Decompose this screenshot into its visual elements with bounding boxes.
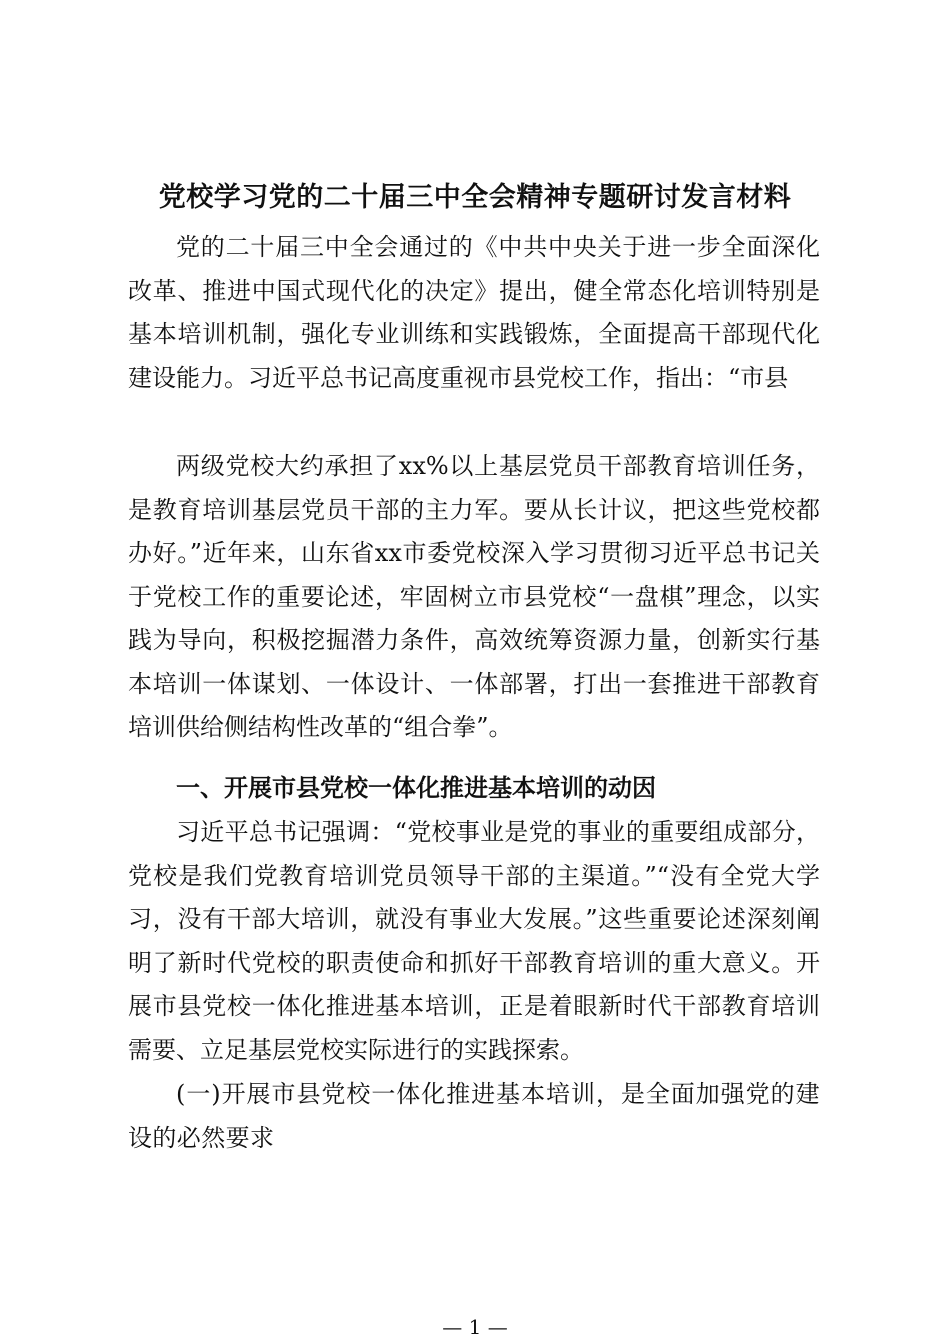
paragraph-significance: 习近平总书记强调：“党校事业是党的事业的重要组成部分，党校是我们党教育培训党员领导干部的主渠道。”“没有全党大学习，没有干部大培训，就没有事业大发展。”这些重要论述深刻阐明了新时代党校的职责使命和抓好干部教育培训的重大意义。开展市县党校一体化推进基本培训，正是着眼新时代干部教育培训需要、立足基层党校实际进行的实践探索。 (128, 818, 820, 1064)
paragraph-background: 两级党校大约承担了xx%以上基层党员干部教育培训任务，是教育培训基层党员干部的主力军。要从长计议，把这些党校都办好。”近年来，山东省xx市委党校深入学习贯彻习近平总书记关于党校工作的重要论述，牢固树立市县党校“一盘棋”理念，以实践为导向，积极挖掘潜力条件，高效统筹资源力量，创新实行基本培训一体谋划、一体设计、一体部署，打出一套推进干部教育培训供给侧结构性改革的“组合拳”。 (128, 452, 820, 741)
section-heading: 一、开展市县党校一体化推进基本培训的动因 (176, 774, 656, 802)
document-title: 党校学习党的二十届三中全会精神专题研讨发言材料 (158, 182, 792, 213)
page-number: — 1 — (442, 1315, 508, 1339)
subsection-heading: (一)开展市县党校一体化推进基本培训，是全面加强党的建设的必然要求 (128, 1080, 820, 1152)
paragraph-intro: 党的二十届三中全会通过的《中共中央关于进一步全面深化改革、推进中国式现代化的决定》提出，健全常态化培训特别是基本培训机制，强化专业训练和实践锻炼，全面提高干部现代化建设能力。习近平总书记高度重视市县党校工作，指出：“市县 (128, 233, 820, 392)
